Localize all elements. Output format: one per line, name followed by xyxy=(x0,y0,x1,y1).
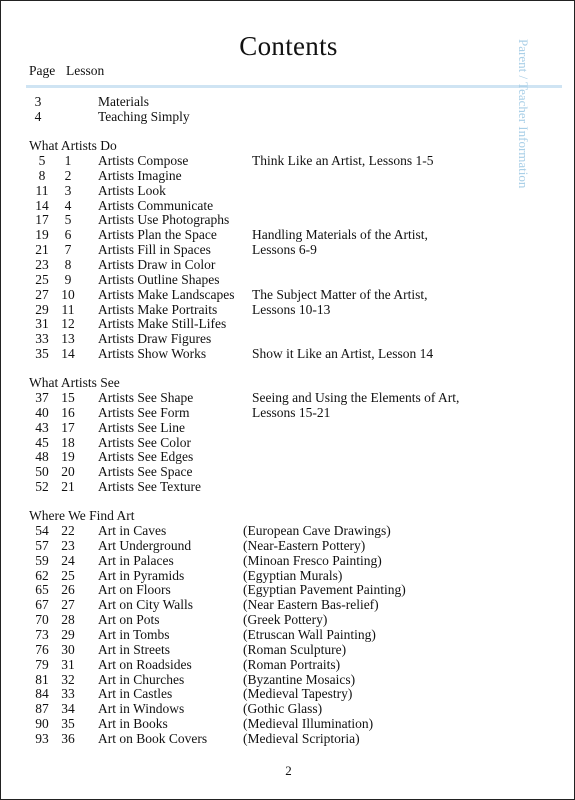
lesson-cell: 11 xyxy=(61,302,75,317)
note-cell: Handling Materials of the Artist, xyxy=(252,227,428,242)
page-cell: 8 xyxy=(38,168,46,183)
lesson-cell: 5 xyxy=(64,212,72,227)
intro-row xyxy=(1,109,575,124)
title-cell: Art on Pots xyxy=(98,612,160,627)
page-cell: 59 xyxy=(35,553,49,568)
note-cell: (Roman Sculpture) xyxy=(243,642,347,657)
title-cell: Artists See Edges xyxy=(98,449,194,464)
page-cell: 52 xyxy=(35,479,49,494)
title-cell: Art Underground xyxy=(98,538,192,553)
lesson-cell: 10 xyxy=(61,287,75,302)
lesson-cell: 15 xyxy=(61,390,75,405)
toc-row xyxy=(1,582,575,597)
toc-row xyxy=(1,242,575,257)
lesson-cell: 35 xyxy=(61,716,75,731)
page-cell: 37 xyxy=(35,390,49,405)
title-cell: Teaching Simply xyxy=(98,109,190,124)
toc-row xyxy=(1,523,575,538)
title-cell: Artists Make Portraits xyxy=(98,302,218,317)
note-cell: (Medieval Scriptoria) xyxy=(243,731,360,746)
page-number: 2 xyxy=(285,763,292,778)
section-heading: What Artists Do xyxy=(29,138,117,153)
toc-row xyxy=(1,390,575,405)
toc-row xyxy=(1,405,575,420)
toc-row xyxy=(1,642,575,657)
note-cell: Lessons 10-13 xyxy=(252,302,331,317)
lesson-cell: 22 xyxy=(61,523,75,538)
toc-row xyxy=(1,686,575,701)
lesson-cell: 31 xyxy=(61,657,75,672)
page-cell: 54 xyxy=(35,523,49,538)
note-cell: (Egyptian Pavement Painting) xyxy=(243,582,406,597)
note-cell: (Medieval Illumination) xyxy=(243,716,374,731)
lesson-cell: 27 xyxy=(61,597,75,612)
lesson-cell: 2 xyxy=(64,168,72,183)
lesson-cell: 29 xyxy=(61,627,75,642)
note-cell: (Etruscan Wall Painting) xyxy=(243,627,376,642)
page-cell: 50 xyxy=(35,464,49,479)
toc-row xyxy=(1,701,575,716)
toc-row xyxy=(1,435,575,450)
lesson-cell: 34 xyxy=(61,701,75,716)
title-cell: Art in Tombs xyxy=(98,627,170,642)
note-cell: Seeing and Using the Elements of Art, xyxy=(252,390,460,405)
lesson-cell: 9 xyxy=(64,272,72,287)
page-cell: 27 xyxy=(35,287,49,302)
page-cell: 93 xyxy=(35,731,49,746)
lesson-cell: 30 xyxy=(61,642,75,657)
lesson-cell: 17 xyxy=(61,420,75,435)
page-cell: 5 xyxy=(38,153,46,168)
toc-row xyxy=(1,302,575,317)
lesson-cell: 28 xyxy=(61,612,75,627)
lesson-cell: 1 xyxy=(64,153,72,168)
page-cell: 23 xyxy=(35,257,49,272)
toc-row xyxy=(1,612,575,627)
title-cell: Artists Use Photographs xyxy=(98,212,230,227)
lesson-column-header: Lesson xyxy=(66,63,105,78)
title-cell: Art in Books xyxy=(98,716,168,731)
title-cell: Artists See Space xyxy=(98,464,193,479)
page-cell: 81 xyxy=(35,672,49,687)
lesson-cell: 8 xyxy=(64,257,72,272)
title-cell: Artists Compose xyxy=(98,153,189,168)
title-cell: Artists See Color xyxy=(98,435,191,450)
toc-row xyxy=(1,568,575,583)
section-heading: What Artists See xyxy=(29,375,120,390)
title-cell: Art on Floors xyxy=(98,582,171,597)
toc-row xyxy=(1,331,575,346)
lesson-cell: 25 xyxy=(61,568,75,583)
toc-row xyxy=(1,538,575,553)
title-cell: Art in Caves xyxy=(98,523,167,538)
title-cell: Artists Draw in Color xyxy=(98,257,216,272)
toc-row xyxy=(1,346,575,361)
header-rule xyxy=(26,85,562,88)
page-cell: 33 xyxy=(35,331,49,346)
page-cell: 87 xyxy=(35,701,49,716)
note-cell: Lessons 15-21 xyxy=(252,405,331,420)
title-cell: Art in Pyramids xyxy=(98,568,185,583)
title-cell: Artists Show Works xyxy=(98,346,207,361)
note-cell: Show it Like an Artist, Lesson 14 xyxy=(252,346,434,361)
title-cell: Artists See Form xyxy=(98,405,190,420)
lesson-cell: 18 xyxy=(61,435,75,450)
title-cell: Artists Draw Figures xyxy=(98,331,212,346)
page-cell: 35 xyxy=(35,346,49,361)
lesson-cell: 16 xyxy=(61,405,75,420)
page-cell: 79 xyxy=(35,657,49,672)
title-cell: Artists Fill in Spaces xyxy=(98,242,211,257)
page-cell: 62 xyxy=(35,568,49,583)
toc-row xyxy=(1,227,575,242)
intro-row xyxy=(1,94,575,109)
note-cell: (Egyptian Murals) xyxy=(243,568,343,583)
title-cell: Art on Book Covers xyxy=(98,731,208,746)
toc-row xyxy=(1,464,575,479)
toc-row xyxy=(1,672,575,687)
page-cell: 11 xyxy=(35,183,49,198)
title-cell: Artists Imagine xyxy=(98,168,182,183)
page-column-header: Page xyxy=(29,63,56,78)
toc-row xyxy=(1,198,575,213)
lesson-cell: 32 xyxy=(61,672,75,687)
page-cell: 14 xyxy=(35,198,49,213)
lesson-cell: 24 xyxy=(61,553,75,568)
page-cell: 70 xyxy=(35,612,49,627)
lesson-cell: 23 xyxy=(61,538,75,553)
note-cell: Think Like an Artist, Lessons 1-5 xyxy=(252,153,434,168)
page-cell: 19 xyxy=(35,227,49,242)
note-cell: Lessons 6-9 xyxy=(252,242,317,257)
lesson-cell: 7 xyxy=(64,242,72,257)
title-cell: Art in Streets xyxy=(98,642,170,657)
page-cell: 48 xyxy=(35,449,49,464)
page-cell: 73 xyxy=(35,627,49,642)
page-cell: 31 xyxy=(35,316,49,331)
note-cell: (Roman Portraits) xyxy=(243,657,341,672)
toc-row xyxy=(1,553,575,568)
toc-row xyxy=(1,272,575,287)
title-cell: Art in Windows xyxy=(98,701,185,716)
title-cell: Artists Outline Shapes xyxy=(98,272,220,287)
toc-row xyxy=(1,212,575,227)
note-cell: (Greek Pottery) xyxy=(243,612,328,627)
title-cell: Artists Make Still-Lifes xyxy=(98,316,227,331)
toc-row xyxy=(1,449,575,464)
page-cell: 21 xyxy=(35,242,49,257)
title-cell: Art in Palaces xyxy=(98,553,174,568)
lesson-cell: 33 xyxy=(61,686,75,701)
page-cell: 43 xyxy=(35,420,49,435)
page-cell: 3 xyxy=(34,94,42,109)
page-cell: 45 xyxy=(35,435,49,450)
title-cell: Artists Plan the Space xyxy=(98,227,217,242)
title-cell: Materials xyxy=(98,94,149,109)
title-cell: Artists Make Landscapes xyxy=(98,287,235,302)
note-cell: (Near Eastern Bas-relief) xyxy=(243,597,379,612)
page-cell: 84 xyxy=(35,686,49,701)
toc-row xyxy=(1,153,575,168)
lesson-cell: 4 xyxy=(64,198,72,213)
title-cell: Art in Churches xyxy=(98,672,185,687)
page-cell: 40 xyxy=(35,405,49,420)
toc-row xyxy=(1,627,575,642)
page-cell: 4 xyxy=(34,109,42,124)
page-cell: 25 xyxy=(35,272,49,287)
lesson-cell: 19 xyxy=(61,449,75,464)
title-cell: Artists See Line xyxy=(98,420,185,435)
toc-row xyxy=(1,316,575,331)
note-cell: (Byzantine Mosaics) xyxy=(243,672,356,687)
note-cell: (Near-Eastern Pottery) xyxy=(243,538,366,553)
page-cell: 57 xyxy=(35,538,49,553)
toc-row xyxy=(1,257,575,272)
page-cell: 65 xyxy=(35,582,49,597)
lesson-cell: 21 xyxy=(61,479,75,494)
toc-row xyxy=(1,287,575,302)
lesson-cell: 6 xyxy=(64,227,72,242)
lesson-cell: 26 xyxy=(61,582,75,597)
title-cell: Art in Castles xyxy=(98,686,173,701)
page-cell: 67 xyxy=(35,597,49,612)
lesson-cell: 20 xyxy=(61,464,75,479)
toc-row xyxy=(1,420,575,435)
side-tab-label: Parent / Teacher Information xyxy=(516,39,531,189)
page-cell: 17 xyxy=(35,212,49,227)
note-cell: The Subject Matter of the Artist, xyxy=(252,287,428,302)
lesson-cell: 3 xyxy=(64,183,72,198)
title-cell: Artists Communicate xyxy=(98,198,214,213)
toc-row xyxy=(1,731,575,746)
note-cell: (Gothic Glass) xyxy=(243,701,323,716)
page-title: Contents xyxy=(239,31,338,61)
page-cell: 76 xyxy=(35,642,49,657)
toc-row xyxy=(1,168,575,183)
toc-row xyxy=(1,479,575,494)
toc-row xyxy=(1,597,575,612)
lesson-cell: 36 xyxy=(61,731,75,746)
toc-row xyxy=(1,657,575,672)
title-cell: Artists Look xyxy=(98,183,166,198)
title-cell: Artists See Texture xyxy=(98,479,202,494)
toc-row xyxy=(1,716,575,731)
lesson-cell: 13 xyxy=(61,331,75,346)
title-cell: Art on City Walls xyxy=(98,597,194,612)
section-heading: Where We Find Art xyxy=(29,508,135,523)
page-cell: 90 xyxy=(35,716,49,731)
title-cell: Art on Roadsides xyxy=(98,657,192,672)
title-cell: Artists See Shape xyxy=(98,390,194,405)
note-cell: (Medieval Tapestry) xyxy=(243,686,353,701)
lesson-cell: 12 xyxy=(61,316,75,331)
note-cell: (European Cave Drawings) xyxy=(243,523,391,538)
note-cell: (Minoan Fresco Painting) xyxy=(243,553,382,568)
page-cell: 29 xyxy=(35,302,49,317)
toc-row xyxy=(1,183,575,198)
lesson-cell: 14 xyxy=(61,346,75,361)
